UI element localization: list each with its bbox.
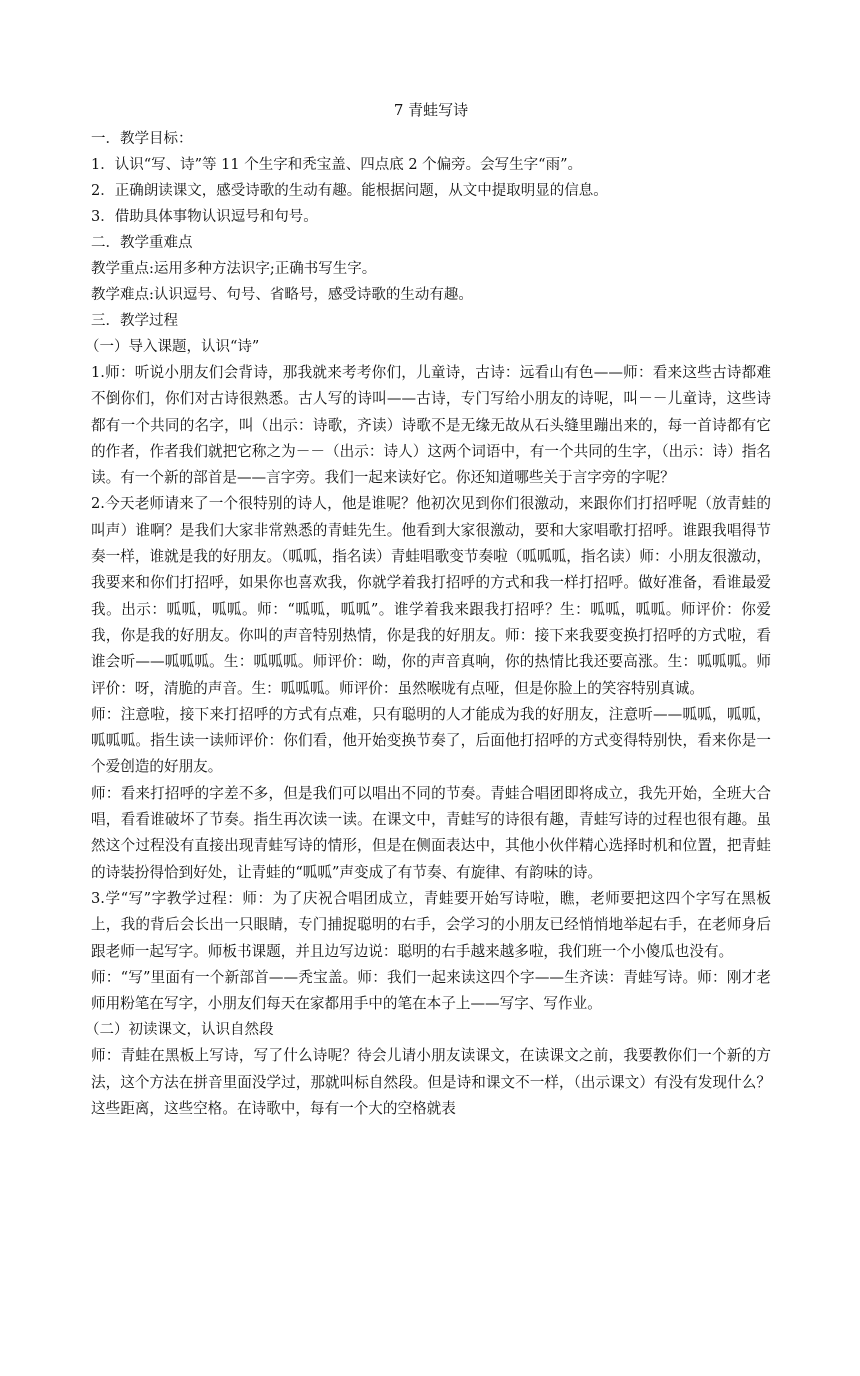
document-page: [85, 100, 771, 1122]
key-point-text: 教学重点:运用多种方法识字;正确书写生字。: [91, 261, 377, 277]
paragraph-1: 1.师：听说小朋友们会背诗，那我就来考考你们，儿童诗，古诗：远看山有色——师：看来这些古诗都难不倒你们，你们对古诗很熟悉。古人写的诗叫——古诗，专门写给小朋友的诗呢，叫－－儿童诗，这些诗都有一个共同的名字，叫（出示：诗歌，齐读）诗歌不是无缘无故从石头缝里蹦出来的，每一首诗都有它的作者，作者我们就把它称之为－－（出示：诗人）这两个词语中，有一个共同的生字，（出示：诗）指名读。有一个新的部首是——言字旁。我们一起来读好它。你还知道哪些关于言字旁的字呢？: [91, 364, 771, 487]
section-heading-key-points: 二．教学重难点: [91, 235, 193, 251]
objective-item-1: 1．认识“写、诗”等 11 个生字和秃宝盖、四点底 2 个偏旁。会写生字“雨”。: [91, 157, 582, 173]
subsection-heading-1: （一）导入课题，认识“诗”: [85, 339, 260, 355]
paragraph-3: 师：注意啦，接下来打招呼的方式有点难，只有聪明的人才能成为我的好朋友，注意听——呱呱，呱呱，呱呱呱。指生读一读师评价：你们看，他开始变换节奏了，后面他打招呼的方式变得特别快，看来你是一个爱创造的好朋友。: [91, 705, 771, 776]
paragraph-4: 师：看来打招呼的字差不多，但是我们可以唱出不同的节奏。青蛙合唱团即将成立，我先开始，全班大合唱，看看谁破坏了节奏。指生再次读一读。在课文中，青蛙写的诗很有趣，青蛙写诗的过程也很有趣。虽然这个过程没有直接出现青蛙写诗的情形，但是在侧面表达中，其他小伙伴精心选择时机和位置，把青蛙的诗装扮得恰到好处，让青蛙的“呱呱”声变成了有节奏、有旋律、有韵味的诗。: [91, 784, 771, 881]
section-heading-process: 三．教学过程: [91, 313, 178, 329]
document-title: 7 青蛙写诗: [393, 101, 469, 119]
section-heading-objectives: 一．教学目标：: [91, 131, 193, 147]
paragraph-7: 师：青蛙在黑板上写诗，写了什么诗呢？待会儿请小朋友读课文，在读课文之前，我要教你们一个新的方法，这个方法在拼音里面没学过，那就叫标自然段。但是诗和课文不一样，（出示课文）有没有发现什么？这些距离，这些空格。在诗歌中，每有一个大的空格就表: [91, 1047, 771, 1118]
subsection-heading-2: （二）初读课文，认识自然段: [85, 1022, 274, 1039]
paragraph-6: 师：“写”里面有一个新部首——秃宝盖。师：我们一起来读这四个字——生齐读：青蛙写诗。师：刚才老师用粉笔在写字，小朋友们每天在家都用手中的笔在本子上——写字、写作业。: [91, 968, 771, 1013]
difficult-point-text: 教学难点:认识逗号、句号、省略号，感受诗歌的生动有趣。: [91, 287, 473, 303]
objective-item-2: 2．正确朗读课文，感受诗歌的生动有趣。能根据问题，从文中提取明显的信息。: [91, 183, 608, 199]
objective-item-3: 3．借助具体事物认识逗号和句号。: [91, 209, 318, 225]
paragraph-5: 3.学“写”字教学过程：师：为了庆祝合唱团成立，青蛙要开始写诗啦，瞧，老师要把这四个字写在黑板上，我的背后会长出一只眼睛，专门捕捉聪明的右手，会学习的小朋友已经悄悄地举起右手，在老师身后跟老师一起写字。师板书课题，并且边写边说：聪明的右手越来越多啦，我们班一个小傻瓜也没有。: [91, 889, 771, 960]
paragraph-2: 2.今天老师请来了一个很特别的诗人，他是谁呢？他初次见到你们很激动，来跟你们打招呼呢（放青蛙的叫声）谁啊？是我们大家非常熟悉的青蛙先生。他看到大家很激动，要和大家唱歌打招呼。谁跟我唱得节奏一样，谁就是我的好朋友。（呱呱，指名读）青蛙唱歌变节奏啦（呱呱呱，指名读）师：小朋友很激动，我要来和你们打招呼，如果你也喜欢我，你就学着我打招呼的方式和我一样打招呼。做好准备，看谁最爱我。出示：呱呱，呱呱。师：“呱呱，呱呱”。谁学着我来跟我打招呼？生：呱呱，呱呱。师评价：你爱我，你是我的好朋友。你叫的声音特别热情，你是我的好朋友。师：接下来我要变换打招呼的方式啦，看谁会听——呱呱呱。生：呱呱呱。师评价：呦，你的声音真响，你的热情比我还要高涨。生：呱呱呱。师评价：呀，清脆的声音。生：呱呱呱。师评价：虽然喉咙有点哑，但是你脸上的笑容特别真诚。: [91, 495, 771, 697]
